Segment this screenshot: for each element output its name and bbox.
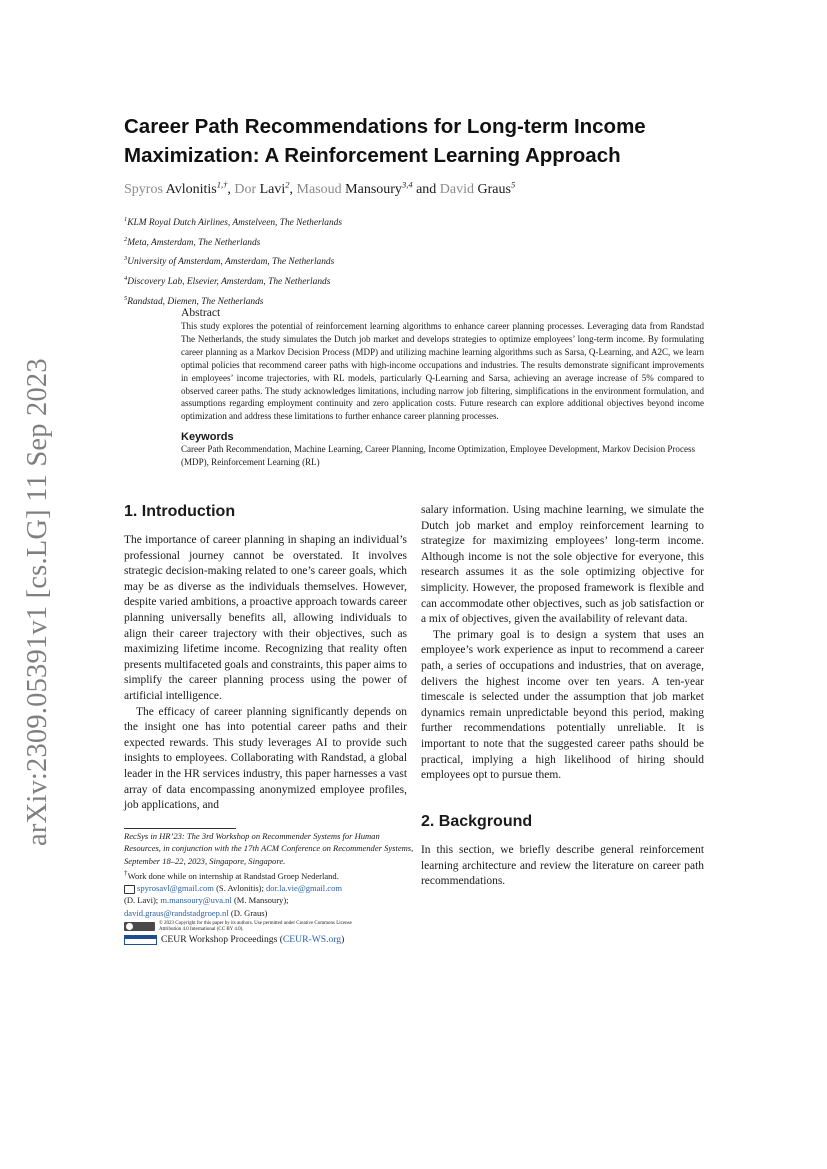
intro-paragraph-2: The efficacy of career planning significantly depends on the insight one has into potential career paths and their expected rewards. This study leverages AI to provide such insights to employees. Collaborating with Randstad, a global leader in the HR services industry, this paper harnesses a vast array of data encompassing anonymized employee profiles, job applications, and bbox=[124, 705, 407, 812]
background-text bbox=[421, 843, 704, 890]
email-link-1[interactable]: spyrosavl@gmail.com bbox=[137, 883, 214, 894]
footnotes bbox=[124, 830, 414, 946]
intro-heading: 1. Introduction bbox=[124, 503, 236, 520]
footnote-rule bbox=[124, 828, 236, 829]
right-column bbox=[421, 503, 704, 784]
email-link-2[interactable]: dor.la.vie@gmail.com bbox=[266, 883, 343, 894]
background-heading: 2. Background bbox=[421, 813, 533, 830]
affiliation-item: $^4$Discovery Lab, Elsevier, Amsterdam, The Netherlands bbox=[124, 275, 331, 288]
intro-paragraph-1: The importance of career planning in shaping an individual’s professional journey cannot be overstated. It involves strategic decision-making related to one’s career goals, which may be as diverse as the individuals themselves. However, despite varied ambitions, a proactive approach towards career planning universally benefits all, allowing individuals to align their career trajectory with their objectives, such as maximizing lifetime income. Recognizing that reality often presents multifaceted goals and constraints, this paper aims to simplify the career planning process using the power of artificial intelligence. bbox=[124, 534, 408, 702]
keywords-text: Career Path Recommendation, Machine Learning, Career Planning, Income Optimization, Employee Development, Markov Decision Process (MDP), Reinforcement Learning (RL) bbox=[181, 444, 696, 468]
arxiv-identifier: arXiv:2309.05391v1 [cs.LG] 11 Sep 2023 bbox=[22, 358, 53, 846]
left-column bbox=[124, 533, 407, 814]
conference-footnote: RecSys in HR’23: The 3rd Workshop on Recommender Systems for Human Resources, in conjunction with the 17th ACM Conference on Recommender Systems, September 18–22, 2023, Singapore, Singapore. bbox=[124, 831, 414, 866]
envelope-icon bbox=[124, 885, 135, 894]
intro-paragraph-4: The primary goal is to design a system that uses an employee’s work experience as input to recommend a career path, a series of occupations and industries, that on average, delivers the highest income over ten years. A ten-year timescale is selected under the assumption that job market dynamics remain unpredictable beyond this period, making further recommendations potentially unreliable. It is important to note that the suggested career paths should be practical, implying a high likelihood of hiring should employees opt to pursue them. bbox=[421, 628, 704, 782]
email-link-4[interactable]: david.graus@randstadgroep.nl bbox=[124, 907, 229, 918]
author-4: David Graus$^5$ bbox=[439, 179, 516, 197]
license-row bbox=[124, 921, 414, 933]
affiliation-item: $^1$KLM Royal Dutch Airlines, Amstelveen, The Netherlands bbox=[124, 216, 342, 229]
cc-by-badge-icon bbox=[124, 922, 155, 931]
email-link-3[interactable]: m.mansoury@uva.nl bbox=[160, 895, 232, 906]
background-paragraph: In this section, we briefly describe general reinforcement learning architecture and review the literature on career path recommendations. bbox=[421, 844, 704, 888]
ceur-link[interactable]: CEUR-WS.org bbox=[282, 933, 342, 945]
ceur-logo-icon bbox=[124, 935, 157, 945]
email-footnote: spyrosavl@gmail.com (S. Avlonitis); dor.la.vie@gmail.com (D. Lavi); m.mansoury@uva.nl (M. Mansoury); david.graus@randstadgroep.nl (D. Graus) bbox=[124, 883, 343, 918]
author-2: Dor Lavi$^2$, bbox=[234, 179, 297, 197]
affiliation-item: $^5$Randstad, Diemen, The Netherlands bbox=[124, 294, 264, 307]
author-3: Masoud Mansoury$^{3,4}$ and bbox=[296, 179, 440, 197]
affiliation-item: $^3$University of Amsterdam, Amsterdam, The Netherlands bbox=[124, 255, 335, 268]
affiliation-item: $^2$Meta, Amsterdam, The Netherlands bbox=[124, 235, 261, 248]
intro-paragraph-3: salary information. Using machine learning, we simulate the Dutch job market and employ reinforcement learning to strategize for maximizing employees’ long-term income. Although income is not the sole objective for everyone, this research assumes it as the sole optimizing objective for simplicity. However, the proposed framework is flexible and can accommodate other objectives, such as job satisfaction or a mix of objectives, given the availability of relevant data. bbox=[421, 504, 704, 626]
author-list bbox=[124, 179, 515, 198]
ceur-row: CEUR Workshop Proceedings (CEUR-WS.org) bbox=[124, 934, 414, 946]
paper-title: Career Path Recommendations for Long-term Income Maximization: A Reinforcement Learning Approach bbox=[124, 115, 646, 167]
abstract-text: This study explores the potential of reinforcement learning algorithms to enhance career planning processes. Leveraging data from Randstad The Netherlands, the study simulates the Dutch job market and develops strategies to optimize employees’ long-term income. By formulating career planning as a Markov Decision Process (MDP) and utilizing machine learning algorithms such as Sarsa, Q-Learning, and A2C, we learn optimal policies that recommend career paths with high-income occupations and industries. The results demonstrate significant improvements in employees’ income trajectories, with RL models, particularly Q-Learning and Sarsa, achieving an average increase of 5% compared to observed career paths. The study acknowledges limitations, including narrow job filtering, simplifications in the environment formulation, and assumptions regarding employment continuity and zero application costs. Future research can explore additional objectives beyond income optimization and address these limitations to further enhance career planning processes. bbox=[181, 321, 704, 422]
author-1: Spyros Avlonitis$^{1,\dagger}$, bbox=[124, 179, 235, 197]
abstract-block bbox=[181, 306, 704, 469]
dagger-footnote: †Work done while on internship at Randstad Groep Nederland. bbox=[124, 868, 339, 881]
license-text: © 2023 Copyright for this paper by its authors. Use permitted under Creative Commons License Attribution 4.0 International (CC BY 4.0). bbox=[159, 920, 352, 932]
affiliations bbox=[124, 212, 342, 311]
abstract-heading: Abstract bbox=[181, 306, 221, 319]
keywords-heading: Keywords bbox=[181, 431, 234, 444]
